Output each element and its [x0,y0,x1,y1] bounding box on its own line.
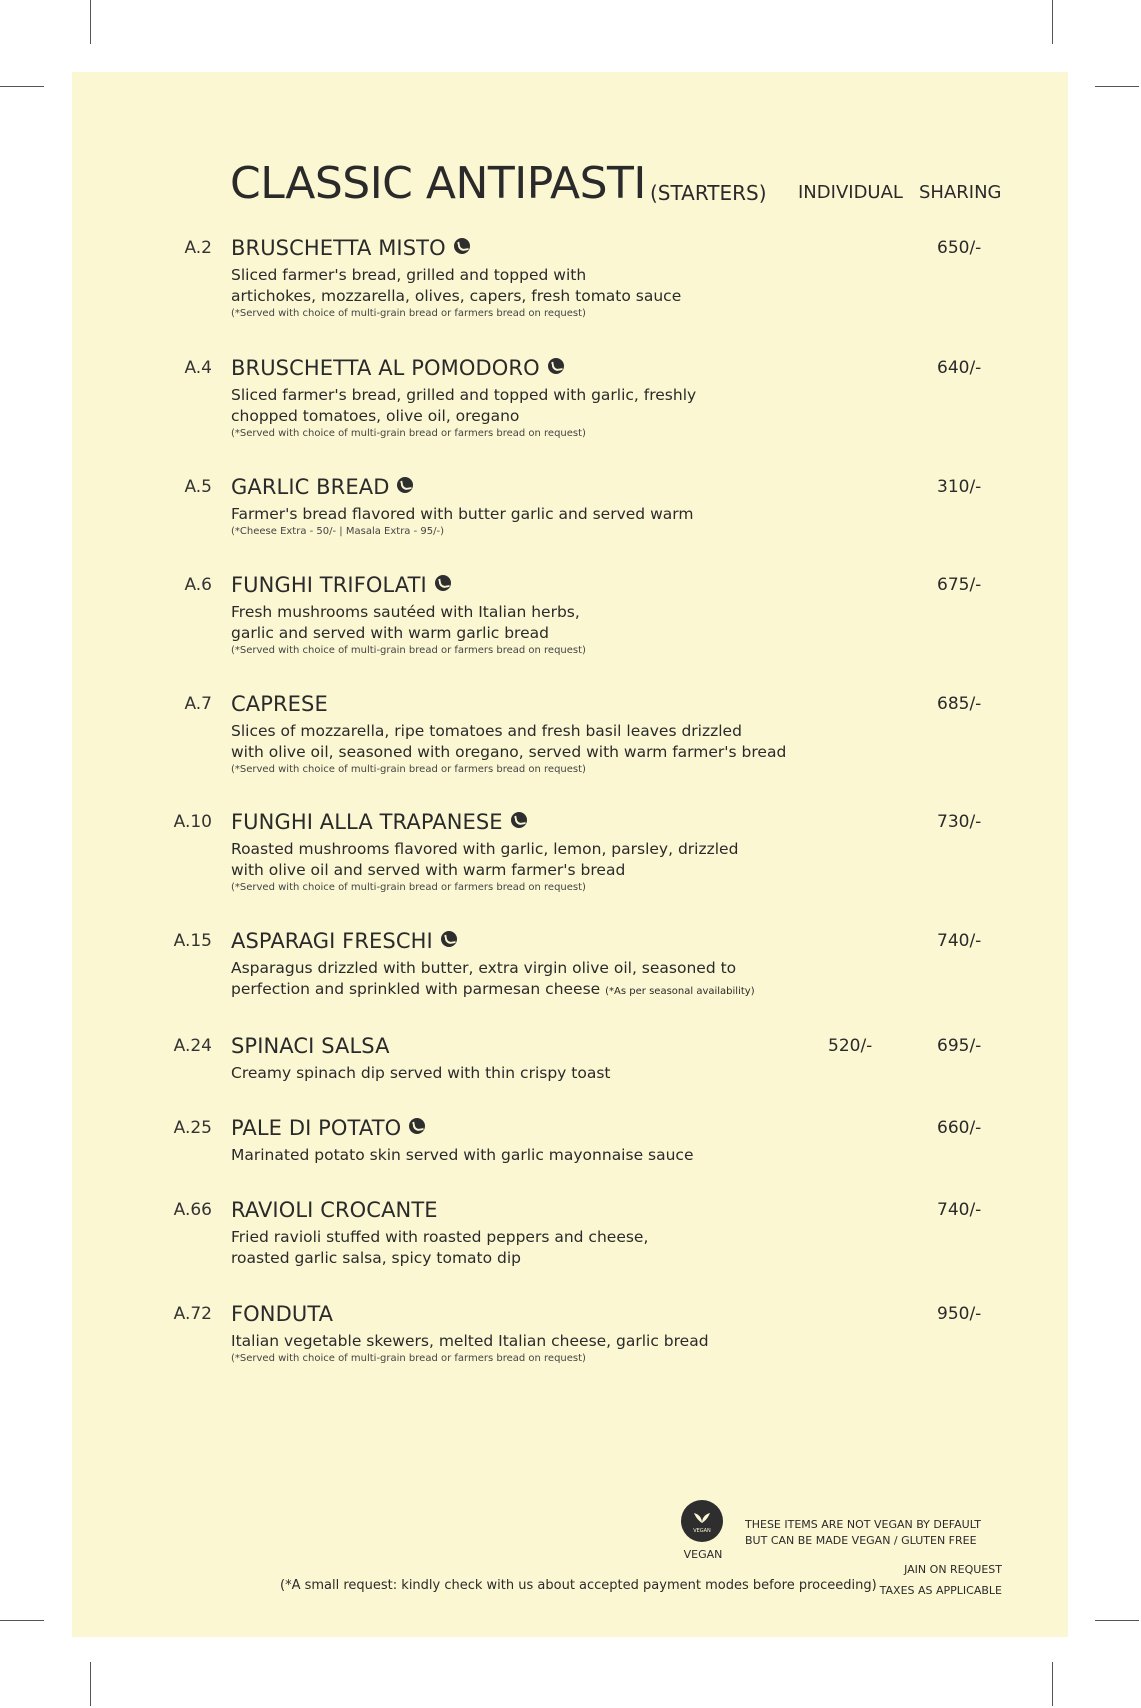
item-content [231,572,851,657]
item-name-text: PALE DI POTATO [231,1116,402,1140]
item-description [231,265,851,307]
vegan-note-line: THESE ITEMS ARE NOT VEGAN BY DEFAULT [745,1518,982,1531]
vegan-icon [397,477,413,493]
item-code: A.25 [173,1118,212,1138]
description-line: Italian vegetable skewers, melted Italian cheese, garlic bread [231,1332,709,1350]
description-line: Fried ravioli stuffed with roasted peppers and cheese, [231,1228,649,1246]
item-code: A.10 [173,812,212,832]
crop-mark [0,86,44,87]
item-description [231,1331,851,1352]
description-line: Asparagus drizzled with butter, extra virgin olive oil, seasoned to [231,959,737,977]
item-note: (*Served with choice of multi-grain bread or farmers bread on request) [231,1353,586,1364]
item-content [231,235,851,320]
item-description [231,1145,851,1166]
payment-note: (*A small request: kindly check with us about accepted payment modes before proceeding) [280,1578,877,1593]
item-description [231,839,851,881]
page-title: CLASSIC ANTIPASTI [230,158,646,209]
crop-mark [1052,0,1053,44]
column-header-sharing: SHARING [919,182,1002,203]
crop-mark [90,0,91,44]
column-header-individual: INDIVIDUAL [798,182,903,203]
item-description [231,1063,851,1084]
price-sharing: 740/- [937,931,982,951]
price-sharing: 640/- [937,358,982,378]
item-name-text: RAVIOLI CROCANTE [231,1198,438,1222]
crop-mark [1095,86,1139,87]
vegan-icon [681,1500,723,1542]
description-text: garlic and served with warm garlic bread [231,624,549,642]
crop-mark [1052,1662,1053,1706]
vegan-icon [435,575,451,591]
vegan-note-line: BUT CAN BE MADE VEGAN / GLUTEN FREE [745,1534,977,1547]
description-line: Roasted mushrooms flavored with garlic, lemon, parsley, drizzled [231,840,739,858]
item-name [231,1033,851,1059]
vegan-legend-label: VEGAN [683,1548,723,1561]
item-name-text: ASPARAGI FRESCHI [231,929,433,953]
description-text: with olive oil, seasoned with oregano, served with warm farmer's bread [231,743,787,761]
vegan-icon [409,1118,425,1134]
price-sharing: 950/- [937,1304,982,1324]
description-text: with olive oil and served with warm farmer's bread [231,861,626,879]
item-code: A.2 [184,238,212,258]
description-line: Fresh mushrooms sautéed with Italian herbs, [231,603,580,621]
vegan-icon [548,358,564,374]
item-name-text: FUNGHI TRIFOLATI [231,573,427,597]
price-individual: 520/- [828,1036,873,1056]
description-line [231,979,851,1002]
item-name [231,691,851,717]
price-sharing: 730/- [937,812,982,832]
description-line [231,406,851,427]
item-note: (*Served with choice of multi-grain bread or farmers bread on request) [231,882,586,893]
item-name-text: GARLIC BREAD [231,475,390,499]
crop-mark [0,1620,44,1621]
description-text: perfection and sprinkled with parmesan cheese [231,980,601,998]
item-name [231,809,851,835]
taxes-note: TAXES AS APPLICABLE [879,1584,1002,1597]
item-code: A.6 [184,575,212,595]
description-line: Marinated potato skin served with garlic mayonnaise sauce [231,1146,694,1164]
item-code: A.5 [184,477,212,497]
item-note: (*Served with choice of multi-grain bread or farmers bread on request) [231,428,586,439]
item-note: (*Served with choice of multi-grain bread or farmers bread on request) [231,764,586,775]
description-text: artichokes, mozzarella, olives, capers, fresh tomato sauce [231,287,682,305]
item-name-text: CAPRESE [231,692,328,716]
description-line: Farmer's bread flavored with butter garlic and served warm [231,505,694,523]
availability-note: (*As per seasonal availability) [605,986,755,997]
price-sharing: 740/- [937,1200,982,1220]
item-description [231,504,851,525]
item-name [231,928,851,954]
item-name-text: BRUSCHETTA MISTO [231,236,446,260]
item-name [231,474,851,500]
item-code: A.66 [173,1200,212,1220]
item-content [231,355,851,440]
description-line [231,860,851,881]
vegan-legend-note [745,1517,1015,1549]
page-subtitle: (STARTERS) [650,181,767,205]
jain-note: JAIN ON REQUEST [904,1563,1002,1576]
description-line [231,623,851,644]
description-text: roasted garlic salsa, spicy tomato dip [231,1249,522,1267]
item-code: A.15 [173,931,212,951]
price-sharing: 650/- [937,238,982,258]
vegan-icon [511,812,527,828]
vegan-icon-text: VEGAN [693,1528,711,1534]
description-line [231,286,851,307]
item-content [231,474,851,538]
item-name-text: FUNGHI ALLA TRAPANESE [231,810,503,834]
vegan-icon [454,238,470,254]
item-name [231,235,851,261]
item-content [231,928,851,1002]
item-name [231,355,851,381]
price-sharing: 685/- [937,694,982,714]
price-sharing: 660/- [937,1118,982,1138]
description-line: Sliced farmer's bread, grilled and topped with garlic, freshly [231,386,697,404]
item-name [231,1301,851,1327]
item-name-text: FONDUTA [231,1302,334,1326]
price-sharing: 695/- [937,1036,982,1056]
item-name [231,1115,851,1141]
item-note: (*Served with choice of multi-grain bread or farmers bread on request) [231,308,586,319]
item-note: (*Cheese Extra - 50/- | Masala Extra - 95/-) [231,526,445,537]
item-content [231,1197,851,1269]
item-name [231,572,851,598]
item-name-text: SPINACI SALSA [231,1034,390,1058]
item-code: A.24 [173,1036,212,1056]
description-line [231,1248,851,1269]
item-description [231,958,851,1002]
item-content [231,1301,851,1365]
item-content [231,1115,851,1166]
description-line: Creamy spinach dip served with thin crispy toast [231,1064,611,1082]
item-content [231,691,851,776]
menu-header [230,158,1030,218]
leaf-icon [693,1508,711,1524]
item-content [231,809,851,894]
crop-mark [1095,1620,1139,1621]
description-line: Slices of mozzarella, ripe tomatoes and fresh basil leaves drizzled [231,722,742,740]
crop-mark [90,1662,91,1706]
description-line [231,742,851,763]
item-description [231,602,851,644]
item-description [231,1227,851,1269]
item-description [231,721,851,763]
item-note: (*Served with choice of multi-grain bread or farmers bread on request) [231,645,586,656]
description-line: Sliced farmer's bread, grilled and topped with [231,266,587,284]
item-name-text: BRUSCHETTA AL POMODORO [231,356,540,380]
item-name [231,1197,851,1223]
item-code: A.4 [184,358,212,378]
item-code: A.7 [184,694,212,714]
description-text: chopped tomatoes, olive oil, oregano [231,407,520,425]
price-sharing: 310/- [937,477,982,497]
price-sharing: 675/- [937,575,982,595]
item-content [231,1033,851,1084]
item-code: A.72 [173,1304,212,1324]
item-description [231,385,851,427]
vegan-icon [441,931,457,947]
